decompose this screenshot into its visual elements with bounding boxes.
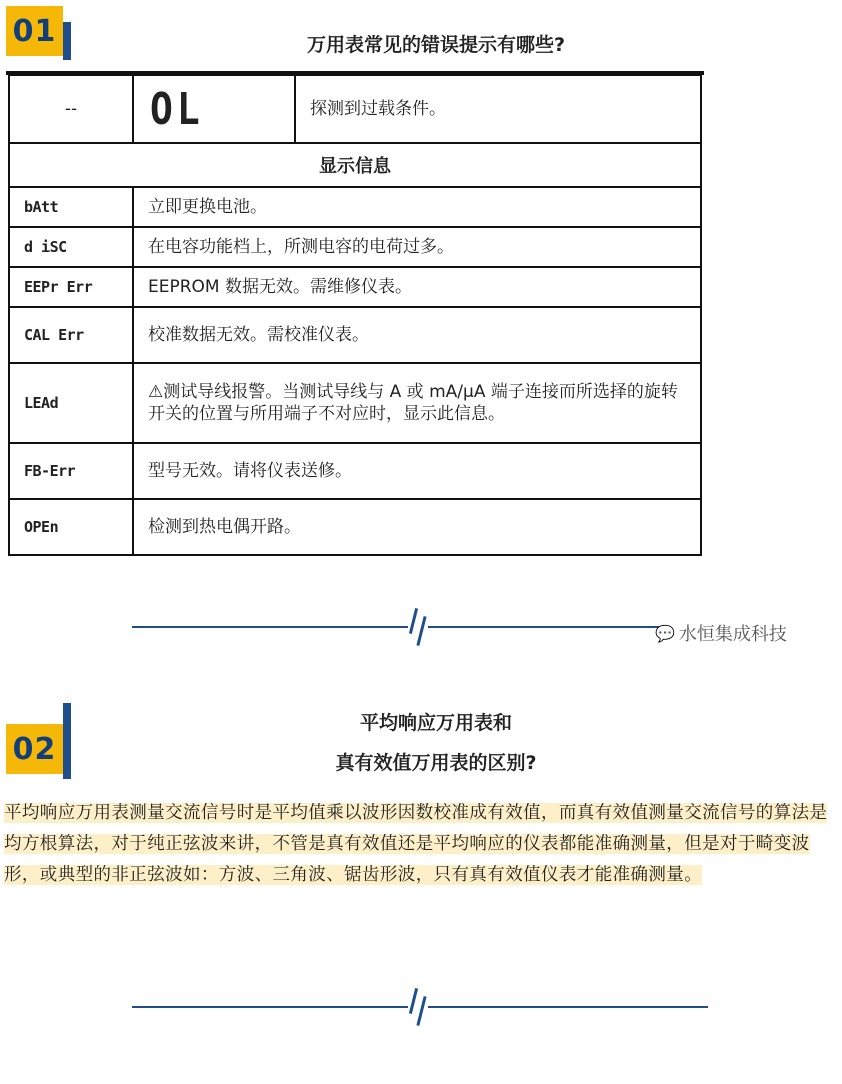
code-cell: EEPr Err bbox=[9, 267, 133, 307]
section-heading: 万用表常见的错误提示有哪些? bbox=[306, 34, 566, 56]
divider-line-left bbox=[132, 1006, 408, 1008]
table-row bbox=[9, 363, 701, 443]
watermark-text: 水恒集成科技 bbox=[678, 624, 787, 645]
desc-cell: 立即更换电池。 bbox=[133, 187, 701, 227]
code-cell: d iSC bbox=[9, 227, 133, 267]
display-cell bbox=[133, 75, 295, 143]
table-row bbox=[9, 443, 701, 499]
section-divider bbox=[0, 1006, 842, 1007]
top-code-cell bbox=[9, 75, 133, 143]
table-row bbox=[9, 499, 701, 555]
ol-display-text: OL bbox=[150, 83, 204, 135]
section-heading-line1: 平均响应万用表和 bbox=[359, 712, 512, 734]
table-row bbox=[9, 187, 701, 227]
code-cell: FB-Err bbox=[9, 443, 133, 499]
desc-cell: 型号无效。请将仪表送修。 bbox=[133, 443, 701, 499]
divider-line-left bbox=[132, 626, 408, 628]
code-text: -- bbox=[64, 99, 78, 119]
divider-slash bbox=[416, 616, 426, 646]
badge-accent-bar bbox=[63, 22, 71, 60]
table-header: 显示信息 bbox=[9, 143, 701, 187]
code-cell: LEAd bbox=[9, 363, 133, 443]
divider-line-right bbox=[428, 1006, 708, 1008]
code-cell: OPEn bbox=[9, 499, 133, 555]
desc-text: 探测到过载条件。 bbox=[310, 99, 446, 119]
highlighted-text: 平均响应万用表测量交流信号时是平均值乘以波形因数校准成有效值，而真有效值测量交流信号的算法是均方根算法，对于纯正弦波来讲，不管是真有效值还是平均响应的仪表都能准确测量，但是对于畸变波形，或典型的非正弦波如：方波、三角波、锯齿形波，只有真有效值仪表才能准确测量。 bbox=[4, 803, 828, 885]
section-heading-line2: 真有效值万用表的区别? bbox=[335, 752, 537, 774]
desc-cell: 检测到热电偶开路。 bbox=[133, 499, 701, 555]
body-paragraph bbox=[4, 798, 840, 891]
divider-slash bbox=[409, 608, 418, 634]
section-number-badge: 01 bbox=[6, 6, 63, 56]
watermark bbox=[655, 620, 787, 646]
divider-slash bbox=[416, 996, 426, 1026]
badge-accent-bar bbox=[63, 703, 71, 779]
table-header-row bbox=[9, 143, 701, 187]
desc-cell: 在电容功能档上，所测电容的电荷过多。 bbox=[133, 227, 701, 267]
wechat-icon: 💬 bbox=[655, 623, 675, 643]
error-message-table bbox=[8, 74, 702, 556]
table-row bbox=[9, 75, 701, 143]
divider-line-right bbox=[428, 626, 668, 628]
table-row bbox=[9, 267, 701, 307]
table-row bbox=[9, 307, 701, 363]
desc-cell: EEPROM 数据无效。需维修仪表。 bbox=[133, 267, 701, 307]
code-cell: CAL Err bbox=[9, 307, 133, 363]
code-cell: bAtt bbox=[9, 187, 133, 227]
desc-cell bbox=[295, 75, 701, 143]
desc-cell: 校准数据无效。需校准仪表。 bbox=[133, 307, 701, 363]
desc-cell: ⚠测试导线报警。当测试导线与 A 或 mA/µA 端子连接而所选择的旋转开关的位置与所用端子不对应时，显示此信息。 bbox=[133, 363, 701, 443]
table-row bbox=[9, 227, 701, 267]
divider-slash bbox=[409, 988, 418, 1014]
section-number-badge: 02 bbox=[6, 724, 63, 774]
